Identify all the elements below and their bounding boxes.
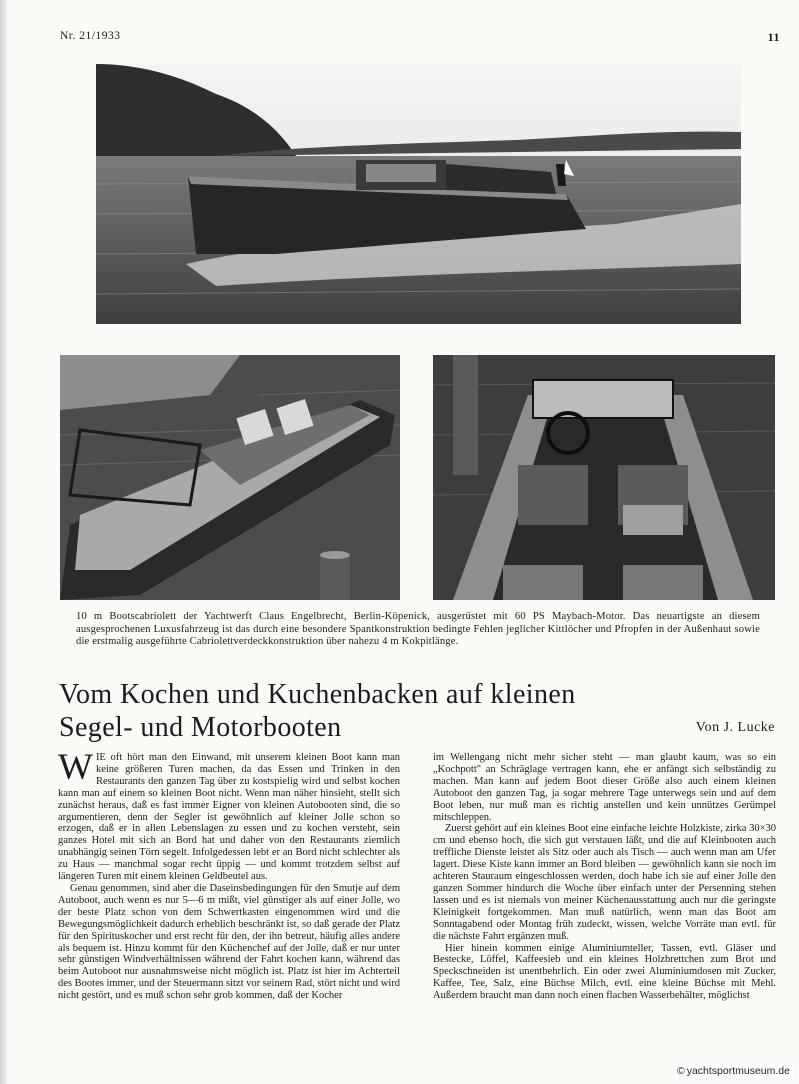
paragraph bbox=[58, 747, 400, 883]
article-title-line-1: Vom Kochen und Kuchenbacken auf kleinen bbox=[59, 679, 576, 710]
watermark-text: yachtsportmuseum.de bbox=[686, 1065, 790, 1077]
copyright-icon: © bbox=[676, 1065, 685, 1077]
page-edge bbox=[0, 0, 7, 1084]
article-title-line-2: Segel- und Motorbooten bbox=[59, 712, 342, 743]
paragraph-text: IE oft hört man den Einwand, mit unserem kleinen Boot kann man keine größeren Turen machen, da das Essen und Trinken in den Restaurants den ganzen Tag über zu kostspielig wird und selbst kochen kann man auf einem so kleinen Boot nicht. Wenn man näher hinsieht, stellt sich zunächst heraus, daß es fast immer Eigner von kleinen Autobooten sind, die so argumentieren, denn der Segler ist gewöhnlich auf kleiner Jolle schon so erzogen, daß er in allen Lebenslagen zu essen und zu kochen versteht, sein ganzes Hotel mit sich an Bord hat und daher von den Restaurants ziemlich unabhängig seinen Törn segelt. Infolgedessen lebt er an Bord nicht schlechter als zu Haus — manchmal sogar recht üppig — und kommt trotzdem selbst auf längeren Turen mit einem kleinen Geldbeutel aus. bbox=[58, 752, 400, 883]
article-title bbox=[59, 678, 749, 744]
paragraph: Zuerst gehört auf ein kleines Boot eine einfache leichte Holzkiste, zirka 30×30 cm und ebenso hoch, die sich gut verstauen läßt, und die auf Kleinbooten auch treffliche Dienste leistet als Sitz oder auch als Tisch — auch wenn man am Ufer lagert. Diese Kiste kann immer an Bord bleiben — gewöhnlich kann sie noch im achteren Stauraum eingeschlossen werden, doch habe ich sie auf einer Jolle den ganzen Sommer hindurch die Woche über einfach unter der Persenning stehen lassen und es ist niemals von meiner Küchenausstattung auch nur die geringste Kleinigkeit fortgekommen. Man muß natürlich, wenn man das Boot am Sonntagabend oder Montag früh zudeckt, wissen, welche Vorräte man evtl. für die nächste Fahrt ergänzen muß. bbox=[433, 823, 776, 942]
photo-boat-cockpit-top bbox=[433, 355, 775, 600]
page-number: 11 bbox=[767, 30, 780, 44]
photo-caption: 10 m Bootscabriolett der Yachtwerft Claus Engelbrecht, Berlin-Köpenick, ausgerüstet mit 60 PS Maybach-Motor. Das neuartigste an diesem ausgesprochenen Luxusfahrzeug ist das durch eine besondere Spantkonstruktion bedingte Fehlen jeglicher Kittlöcher und Pfropfen in der Außenhaut sowie die erstmalig ausgeführte Cabriolettverdeckkonstruktion über nahezu 4 m Kokpitlänge. bbox=[76, 611, 760, 648]
paragraph: im Wellengang nicht mehr sicher steht — man glaubt kaum, was so ein „Kochpott" an Schräglage vertragen kann, ehe er anfängt sich selbständig zu machen. Man kann auf jedem Boot dieser Größe also auch einem kleinen Autoboot den ganzen Tag, ja sogar mehrere Tage unterwegs sein und auf dem Boot leben, nur muß man es richtig anstellen und kein unnützes Gerümpel mitschleppen. bbox=[433, 752, 776, 823]
photo-boat-side-moored bbox=[60, 355, 400, 600]
photo-boat-underway bbox=[96, 64, 741, 324]
paragraph: Hier hinein kommen einige Aluminiumteller, Tassen, evtl. Gläser und Bestecke, Löffel, Kaffeesieb und ein kleines Holzbrettchen zum Brot und Speckschneiden ist unentbehrlich. Ein oder zwei Aluminiumdosen mit Zucker, Kaffee, Tee, Salz, eine Büchse Milch, evtl. eine kleine Büchse mit Mehl. Außerdem braucht man dann noch einen flachen Wasserbehälter, möglichst bbox=[433, 942, 776, 1002]
issue-number: Nr. 21/1933 bbox=[60, 30, 121, 42]
dropcap: W bbox=[58, 747, 93, 788]
article-column-2 bbox=[433, 752, 776, 1002]
article-byline: Von J. Lucke bbox=[695, 720, 775, 735]
watermark bbox=[674, 1064, 793, 1078]
article-column-1 bbox=[58, 747, 400, 1002]
paragraph: Genau genommen, sind aber die Daseinsbedingungen für den Smutje auf dem Autoboot, auch wenn es nur 5—6 m mißt, viel günstiger als auf einer Jolle, wo der beste Platz schon von dem Schwertkasten eingenommen wird und die Bewegungsmöglichkeit dadurch erheblich beschränkt ist, so daß gerade der Platz für den Spirituskocher und erst recht für den, der ihn betreut, häufig alles andere als bequem ist. Hinzu kommt für den Küchenchef auf der Jolle, daß er nur unter sehr günstigen Windverhältnissen während der Fahrt kochen kann, während das beim Autoboot nur ausnahmsweise nicht möglich ist. Platz ist hier im Achterteil des Bootes immer, und der Steuermann sitzt vor seinem Rad, stört nicht und wird nicht gestört, und es muß schon sehr grob kommen, daß der Kocher bbox=[58, 882, 400, 1002]
